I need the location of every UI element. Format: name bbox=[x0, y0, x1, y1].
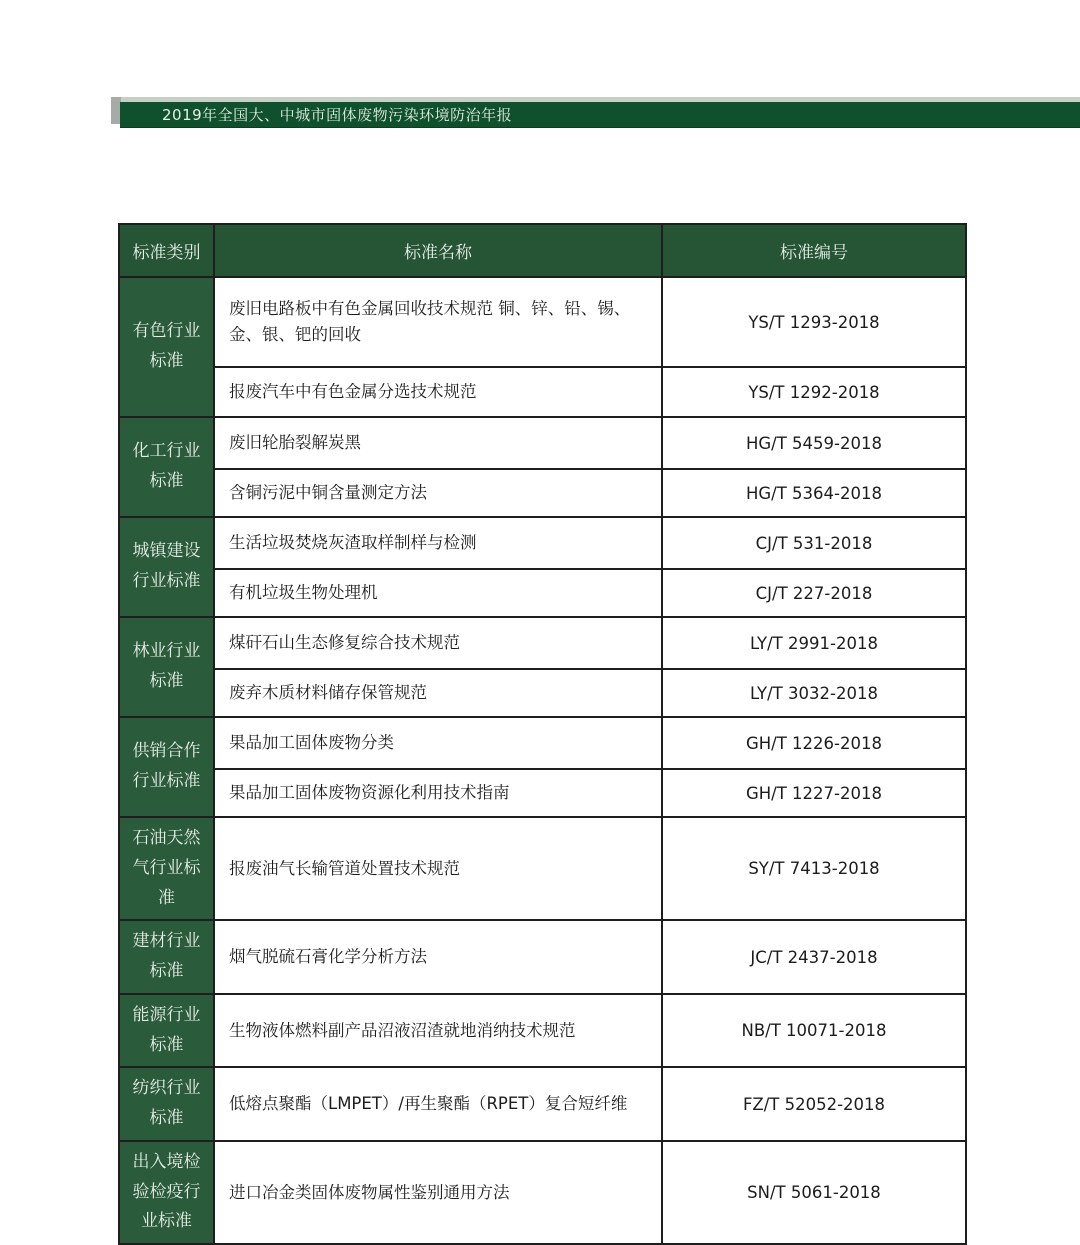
report-title-bar bbox=[120, 102, 1080, 128]
standard-code-cell: GH/T 1227-2018 bbox=[662, 769, 966, 817]
table-row bbox=[119, 569, 966, 617]
standards-table bbox=[118, 223, 967, 1245]
category-cell: 能源行业标准 bbox=[119, 994, 214, 1068]
table-row bbox=[119, 1067, 966, 1141]
standards-table-container bbox=[118, 223, 967, 1245]
category-cell: 城镇建设行业标准 bbox=[119, 517, 214, 617]
category-cell: 供销合作行业标准 bbox=[119, 717, 214, 817]
standard-code-cell: YS/T 1293-2018 bbox=[662, 277, 966, 367]
table-row bbox=[119, 367, 966, 417]
standard-code-cell: SY/T 7413-2018 bbox=[662, 817, 966, 920]
standard-name-cell: 废弃木质材料储存保管规范 bbox=[214, 669, 662, 717]
standard-code-cell: NB/T 10071-2018 bbox=[662, 994, 966, 1068]
standard-code-cell: JC/T 2437-2018 bbox=[662, 920, 966, 994]
table-row bbox=[119, 417, 966, 469]
table-row bbox=[119, 669, 966, 717]
standard-code-cell: CJ/T 227-2018 bbox=[662, 569, 966, 617]
category-cell: 化工行业标准 bbox=[119, 417, 214, 517]
category-cell: 纺织行业标准 bbox=[119, 1067, 214, 1141]
standard-name-cell: 烟气脱硫石膏化学分析方法 bbox=[214, 920, 662, 994]
standard-code-cell: LY/T 2991-2018 bbox=[662, 617, 966, 669]
table-row bbox=[119, 277, 966, 367]
report-title: 2019年全国大、中城市固体废物污染环境防治年报 bbox=[162, 106, 513, 124]
table-row bbox=[119, 469, 966, 517]
standard-code-cell: LY/T 3032-2018 bbox=[662, 669, 966, 717]
table-row bbox=[119, 817, 966, 920]
category-cell: 石油天然气行业标准 bbox=[119, 817, 214, 920]
col-header-name: 标准名称 bbox=[214, 224, 662, 277]
standard-code-cell: CJ/T 531-2018 bbox=[662, 517, 966, 569]
standard-code-cell: SN/T 5061-2018 bbox=[662, 1141, 966, 1244]
standard-name-cell: 果品加工固体废物资源化利用技术指南 bbox=[214, 769, 662, 817]
col-header-category: 标准类别 bbox=[119, 224, 214, 277]
table-row bbox=[119, 920, 966, 994]
standard-name-cell: 有机垃圾生物处理机 bbox=[214, 569, 662, 617]
standard-name-cell: 废旧轮胎裂解炭黑 bbox=[214, 417, 662, 469]
standard-name-cell: 含铜污泥中铜含量测定方法 bbox=[214, 469, 662, 517]
standard-name-cell: 果品加工固体废物分类 bbox=[214, 717, 662, 769]
table-row bbox=[119, 517, 966, 569]
standard-name-cell: 煤矸石山生态修复综合技术规范 bbox=[214, 617, 662, 669]
standard-code-cell: YS/T 1292-2018 bbox=[662, 367, 966, 417]
category-cell: 出入境检验检疫行业标准 bbox=[119, 1141, 214, 1244]
standard-code-cell: FZ/T 52052-2018 bbox=[662, 1067, 966, 1141]
standard-name-cell: 报废汽车中有色金属分选技术规范 bbox=[214, 367, 662, 417]
col-header-code: 标准编号 bbox=[662, 224, 966, 277]
category-cell: 有色行业标准 bbox=[119, 277, 214, 417]
standard-name-cell: 低熔点聚酯（LMPET）/再生聚酯（RPET）复合短纤维 bbox=[214, 1067, 662, 1141]
category-cell: 林业行业标准 bbox=[119, 617, 214, 717]
category-cell: 建材行业标准 bbox=[119, 920, 214, 994]
standard-code-cell: GH/T 1226-2018 bbox=[662, 717, 966, 769]
table-row bbox=[119, 717, 966, 769]
standard-name-cell: 进口冶金类固体废物属性鉴别通用方法 bbox=[214, 1141, 662, 1244]
standard-name-cell: 生活垃圾焚烧灰渣取样制样与检测 bbox=[214, 517, 662, 569]
standard-name-cell: 报废油气长输管道处置技术规范 bbox=[214, 817, 662, 920]
table-row bbox=[119, 617, 966, 669]
standard-code-cell: HG/T 5459-2018 bbox=[662, 417, 966, 469]
table-row bbox=[119, 769, 966, 817]
standard-name-cell: 废旧电路板中有色金属回收技术规范 铜、锌、铅、锡、金、银、钯的回收 bbox=[214, 277, 662, 367]
standard-name-cell: 生物液体燃料副产品沼液沼渣就地消纳技术规范 bbox=[214, 994, 662, 1068]
table-header-row bbox=[119, 224, 966, 277]
standard-code-cell: HG/T 5364-2018 bbox=[662, 469, 966, 517]
table-row bbox=[119, 1141, 966, 1244]
table-row bbox=[119, 994, 966, 1068]
